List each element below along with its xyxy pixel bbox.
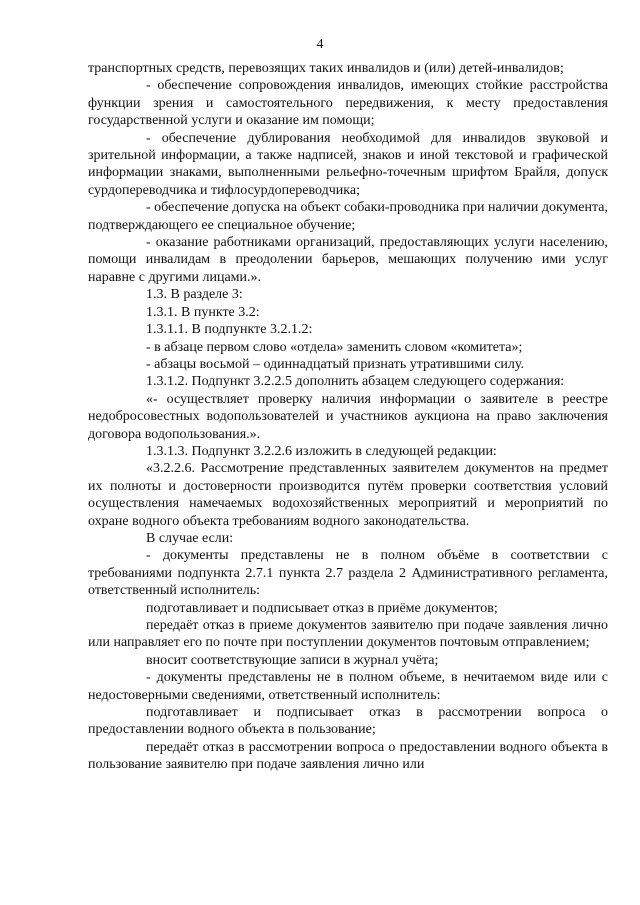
- paragraph: вносит соответствующие записи в журнал учёта;: [146, 652, 439, 668]
- document-body: [88, 60, 608, 774]
- paragraph: передаёт отказ в рассмотрении вопроса о предоставлении водного объекта в пользование заявителю при подаче заявления лично или: [88, 739, 608, 773]
- paragraph: передаёт отказ в приеме документов заявителю при подаче заявления лично или направляет его по почте при поступлении документов почтовым отправлением;: [88, 618, 608, 651]
- paragraph: подготавливает и подписывает отказ в приёме документов;: [146, 600, 498, 616]
- paragraph: «- осуществляет проверку наличия информации о заявителе в реестре недобросовестных водопользователей и участников аукциона на право заключения договора водопользования.».: [88, 391, 608, 442]
- paragraph: 1.3.1. В пункте 3.2:: [146, 304, 260, 320]
- page-number: 4: [316, 37, 324, 52]
- paragraph: - в абзаце первом слово «отдела» заменить словом «комитета»;: [146, 339, 523, 355]
- paragraph: - документы представлены не в полном объеме, в нечитаемом виде или с недостоверными сведениями, ответственный исполнитель:: [88, 670, 608, 703]
- paragraph: - абзацы восьмой – одиннадцатый признать утратившими силу.: [146, 356, 524, 372]
- paragraph: В случае если:: [146, 530, 234, 546]
- paragraph: 1.3.1.2. Подпункт 3.2.2.5 дополнить абзацем следующего содержания:: [146, 374, 565, 390]
- paragraph: «3.2.2.6. Рассмотрение представленных заявителем документов на предмет их полноты и достоверности производится путём проверки соответствия условий осуществления намечаемых водохозяйственных мероприятий и мероприятий по охране водного объекта требованиям водного законодательства.: [88, 461, 608, 529]
- paragraph: транспортных средств, перевозящих таких инвалидов и (или) детей-инвалидов;: [88, 61, 564, 76]
- paragraph: - обеспечение дублирования необходимой для инвалидов звуковой и зрительной информации, а также надписей, знаков и иной текстовой и графической информации знаками, выполненными рельефно-точечным шрифтом Брайля, допуск сурдопереводчика и тифлосурдопереводчика;: [88, 130, 608, 198]
- paragraph: 1.3. В разделе 3:: [146, 287, 243, 303]
- paragraph: - документы представлены не в полном объёме в соответствии с требованиями подпункта 2.7.1 пункта 2.7 раздела 2 Административного регламента, ответственный исполнитель:: [88, 548, 608, 599]
- paragraph: подготавливает и подписывает отказ в рассмотрении вопроса о предоставлении водного объекта в пользование;: [88, 705, 608, 738]
- paragraph: 1.3.1.1. В подпункте 3.2.1.2:: [146, 322, 313, 338]
- paragraph: - обеспечение допуска на объект собаки-проводника при наличии документа, подтверждающего ее специальное обучение;: [88, 200, 608, 233]
- paragraph: - оказание работниками организаций, предоставляющих услуги населению, помощи инвалидам в преодолении барьеров, мешающих получению ими услуг наравне с другими лицами.».: [88, 235, 608, 285]
- paragraph: - обеспечение сопровождения инвалидов, имеющих стойкие расстройства функции зрения и самостоятельного передвижения, к месту предоставления государственной услуги и оказание им помощи;: [88, 78, 608, 129]
- paragraph: 1.3.1.3. Подпункт 3.2.2.6 изложить в следующей редакции:: [146, 443, 497, 459]
